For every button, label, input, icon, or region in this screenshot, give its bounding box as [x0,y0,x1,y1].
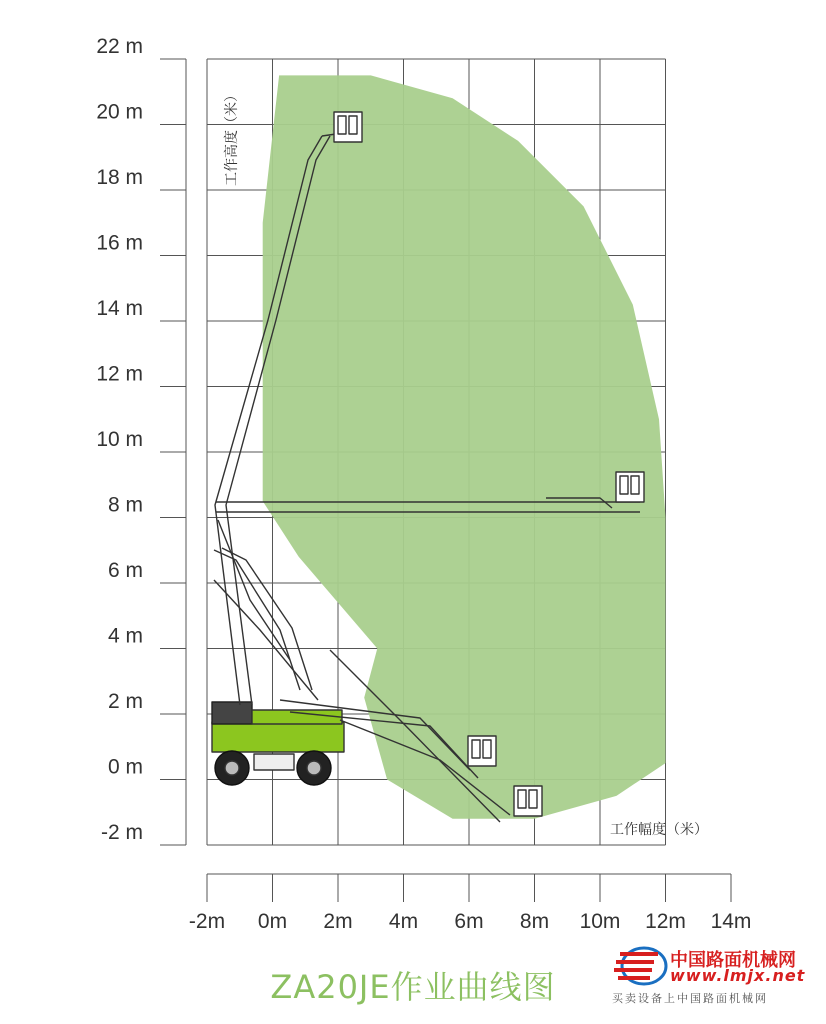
riser-d [218,520,290,660]
wheel-hub [307,761,321,775]
y-tick-label: 22 m [96,35,143,58]
y-tick-label: 12 m [96,362,143,386]
x-tick-label: 8m [519,910,550,933]
x-tick-label: 12m [645,910,686,933]
x-axis-title: 工作幅度（米） [610,822,708,838]
x-tick-label: 2m [323,910,353,933]
y-tick-label: 18 m [96,166,143,189]
y-tick-label: 14 m [96,297,143,320]
x-axis [189,874,752,933]
watermark-name: 中国路面机械网 [670,950,796,971]
y-tick-label: 6 m [107,559,143,582]
chassis-step [254,754,294,770]
y-tick-label: 10 m [96,428,143,451]
y-axis [96,35,186,845]
chart-caption: ZA20JE作业曲线图 [270,968,556,1006]
x-tick-label: 0m [257,910,288,933]
y-axis-title: 工作高度（米） [224,88,240,186]
y-tick-label: 2 m [107,690,143,713]
y-tick-label: 16 m [96,231,143,255]
watermark-tagline: 买卖设备上中国路面机械网 [612,992,768,1005]
y-tick-label: 0 m [107,755,143,779]
wheel-hub [225,761,239,775]
watermark-logo [612,942,826,1012]
working-envelope [263,75,666,818]
turret-counterweight [212,702,252,724]
y-tick-label: 8 m [107,493,143,517]
watermark-url: www.lmjx.net [670,966,806,985]
x-tick-label: 14m [710,910,752,933]
riser-c [214,580,318,700]
globe-logo-icon [614,944,670,988]
y-tick-label: 20 m [96,100,143,124]
x-tick-label: 10m [579,910,621,933]
y-tick-label: -2 m [101,821,143,844]
x-tick-label: 6m [454,910,484,933]
y-tick-label: 4 m [107,624,143,648]
chassis-body [212,722,344,752]
x-tick-label: 4m [388,910,419,933]
x-tick-label: -2m [188,910,226,933]
